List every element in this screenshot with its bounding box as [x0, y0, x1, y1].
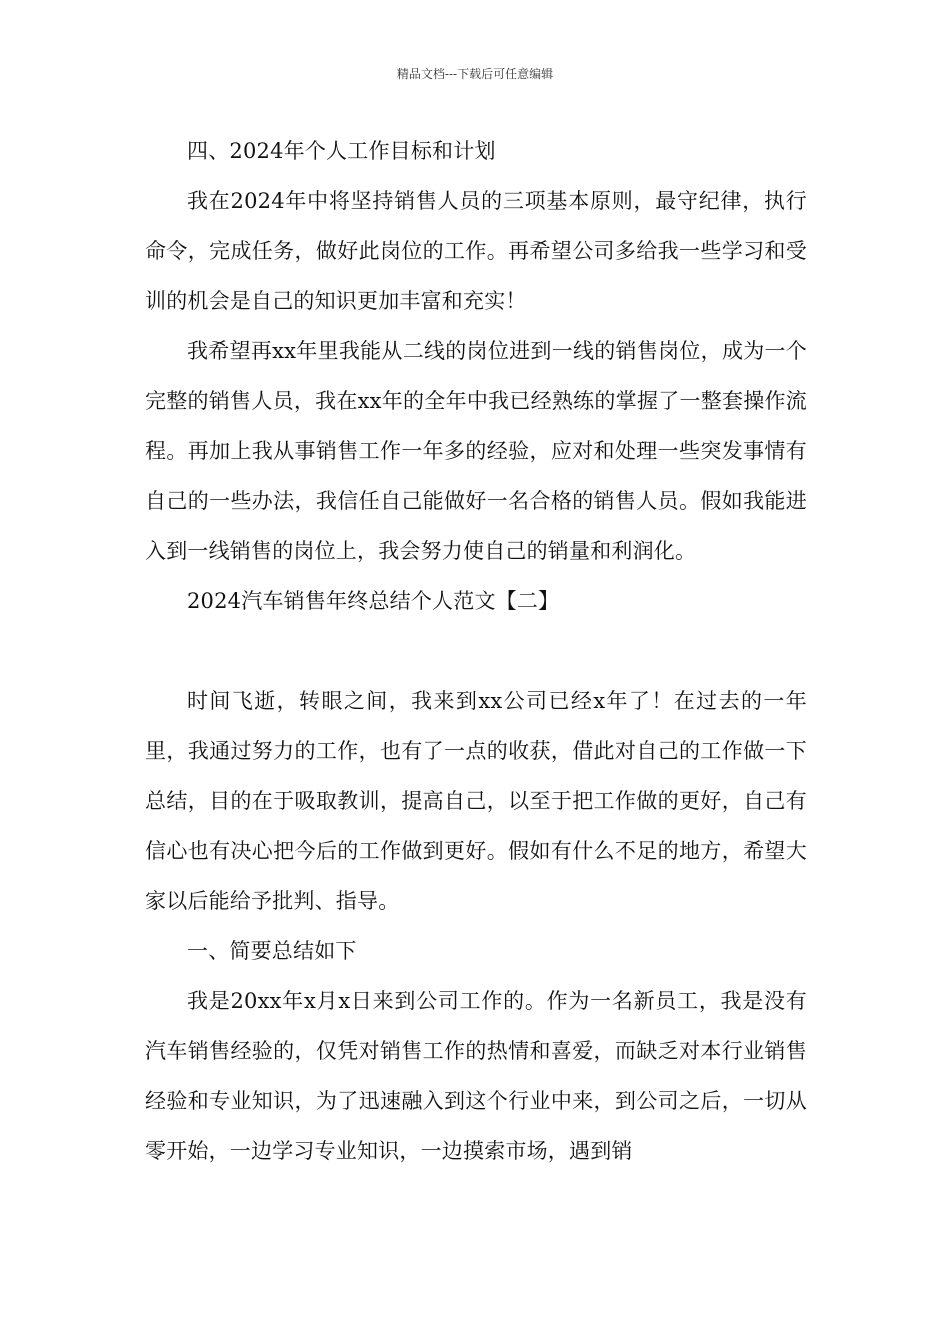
page-header: 精品文档---下载后可任意编辑 — [396, 67, 554, 81]
blank-line — [145, 626, 807, 676]
section-heading-summary: 一、简要总结如下 — [187, 939, 357, 963]
article-title: 2024汽车销售年终总结个人范文【二】 — [187, 589, 560, 613]
document-body — [145, 126, 807, 1176]
section-heading-goals: 四、2024年个人工作目标和计划 — [187, 139, 496, 163]
paragraph-hopes: 我希望再xx年里我能从二线的岗位进到一线的销售岗位，成为一个完整的销售人员，我在xx年的全年中我已经熟练的掌握了一整套操作流程。再加上我从事销售工作一年多的经验，应对和处理一些突发事情有自己的一些办法，我信任自己能做好一名合格的销售人员。假如我能进入到一线销售的岗位上，我会努力使自己的销量和利润化。 — [145, 339, 807, 563]
paragraph-summary: 我是20xx年x月x日来到公司工作的。作为一名新员工，我是没有汽车销售经验的，仅凭对销售工作的热情和喜爱，而缺乏对本行业销售经验和专业知识，为了迅速融入到这个行业中来，到公司之后，一切从零开始，一边学习专业知识，一边摸索市场，遇到销 — [145, 989, 807, 1163]
paragraph-principles: 我在2024年中将坚持销售人员的三项基本原则，最守纪律，执行命令，完成任务，做好此岗位的工作。再希望公司多给我一些学习和受训的机会是自己的知识更加丰富和充实！ — [145, 189, 807, 313]
paragraph-intro: 时间飞逝，转眼之间，我来到xx公司已经x年了！在过去的一年里，我通过努力的工作，也有了一点的收获，借此对自己的工作做一下总结，目的在于吸取教训，提高自己，以至于把工作做的更好，自己有信心也有决心把今后的工作做到更好。假如有什么不足的地方，希望大家以后能给予批判、指导。 — [145, 689, 807, 913]
